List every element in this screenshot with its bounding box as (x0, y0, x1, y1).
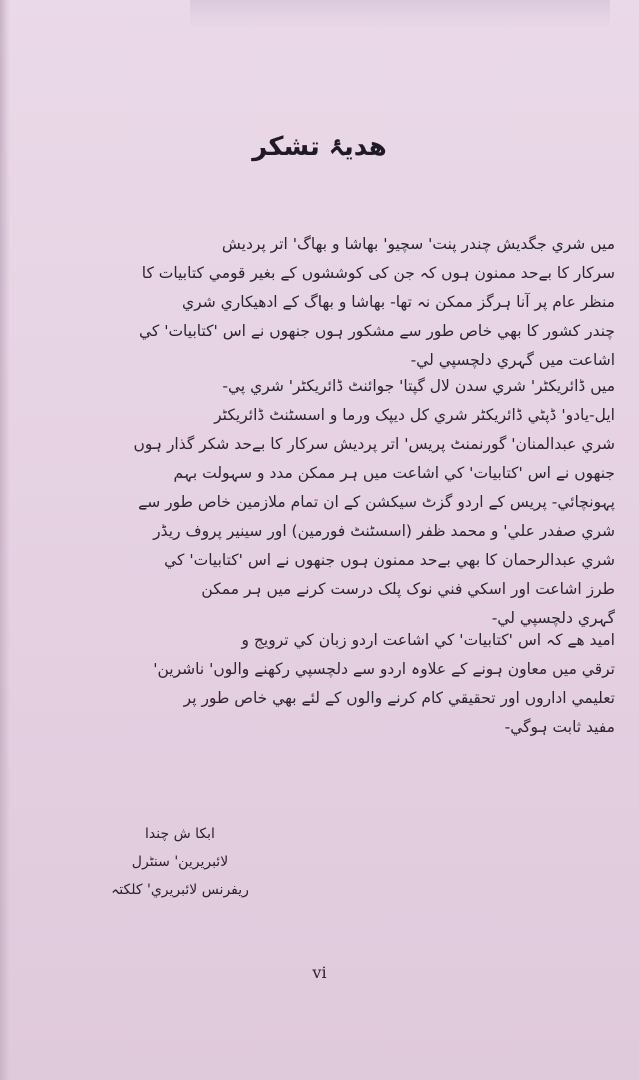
text-line: سرکار کا بےحد ممنون ہوں کہ جن کی کوششوں کے بغیر قومي کتابیات کا (141, 264, 615, 282)
text-line: جنھوں نے اس 'کتابیات' کي اشاعت میں ہر ممکن مدد و سہولت بہم (173, 464, 615, 482)
page-title: هدیۂ تشکر (252, 132, 387, 162)
text-line: گہري دلچسپي لي- (491, 609, 615, 627)
text-line: میں ڈائریکٹر' شري سدن لال گپتا' جوائنٹ ڈائریکٹر' شري پي- (222, 377, 615, 395)
ink-bleed-through (190, 0, 610, 28)
signature-block (60, 820, 300, 904)
text-line: مفید ثابت ہوگي- (504, 718, 615, 736)
signatory-designation: لائبریرین' سنٹرل (131, 854, 229, 870)
text-line: طرز اشاعت اور اسکي فني نوک پلک درست کرنے میں ہر ممکن (201, 580, 615, 598)
text-line: تعلیمي اداروں اور تحقیقي کام کرنے والوں کے لئے بھي خاص طور پر (183, 689, 615, 707)
text-line: شري عبدالرحمان کا بھي بےحد ممنون ہوں جنھوں نے اس 'کتابیات' کي (164, 551, 615, 569)
paragraph-1 (40, 230, 615, 375)
text-line: اشاعت میں گہري دلچسپي لي- (410, 351, 615, 369)
page-shadow-edge (0, 0, 10, 1080)
text-line: شري عبدالمنان' گورنمنٹ پریس' اتر پردیش سرکار کا بےحد شکر گذار ہوں (133, 435, 615, 453)
text-line: ایل-یادو' ڈپٹي ڈائریکٹر شري کل دیپک ورما و اسسٹنٹ ڈائریکٹر (214, 406, 615, 424)
text-line: منظر عام پر آنا ہرگز ممکن نہ تھا- بھاشا و بھاگ کے ادھیکاري شري (182, 293, 615, 311)
signatory-institution: ریفرنس لائبریري' کلکتہ (111, 882, 249, 898)
text-line: ترقي میں معاون ہونے کے علاوہ اردو سے دلچسپي رکھنے والوں' ناشرین' (153, 660, 615, 678)
signatory-name: ابکا ش چندا (145, 826, 215, 842)
text-line: شري صفدر علي' و محمد ظفر (اسسٹنٹ فورمین) اور سینیر پروف ریڈر (153, 522, 615, 540)
text-line: پہونچائي- پریس کے اردو گزٹ سیکشن کے ان تمام ملازمین خاص طور سے (138, 493, 615, 511)
paragraph-2 (40, 372, 615, 633)
text-line: امید ھے کہ اس 'کتابیات' کي اشاعت اردو زبان کي ترویج و (241, 631, 615, 649)
text-line: چندر کشور کا بھي خاص طور سے مشکور ہوں جنھوں نے اس 'کتابیات' کي (138, 322, 615, 340)
paragraph-3 (40, 626, 615, 742)
page-number: vi (312, 963, 327, 982)
text-line: میں شري جگدیش چندر پنت' سچیو' بھاشا و بھاگ' اتر پردیش (221, 235, 615, 253)
